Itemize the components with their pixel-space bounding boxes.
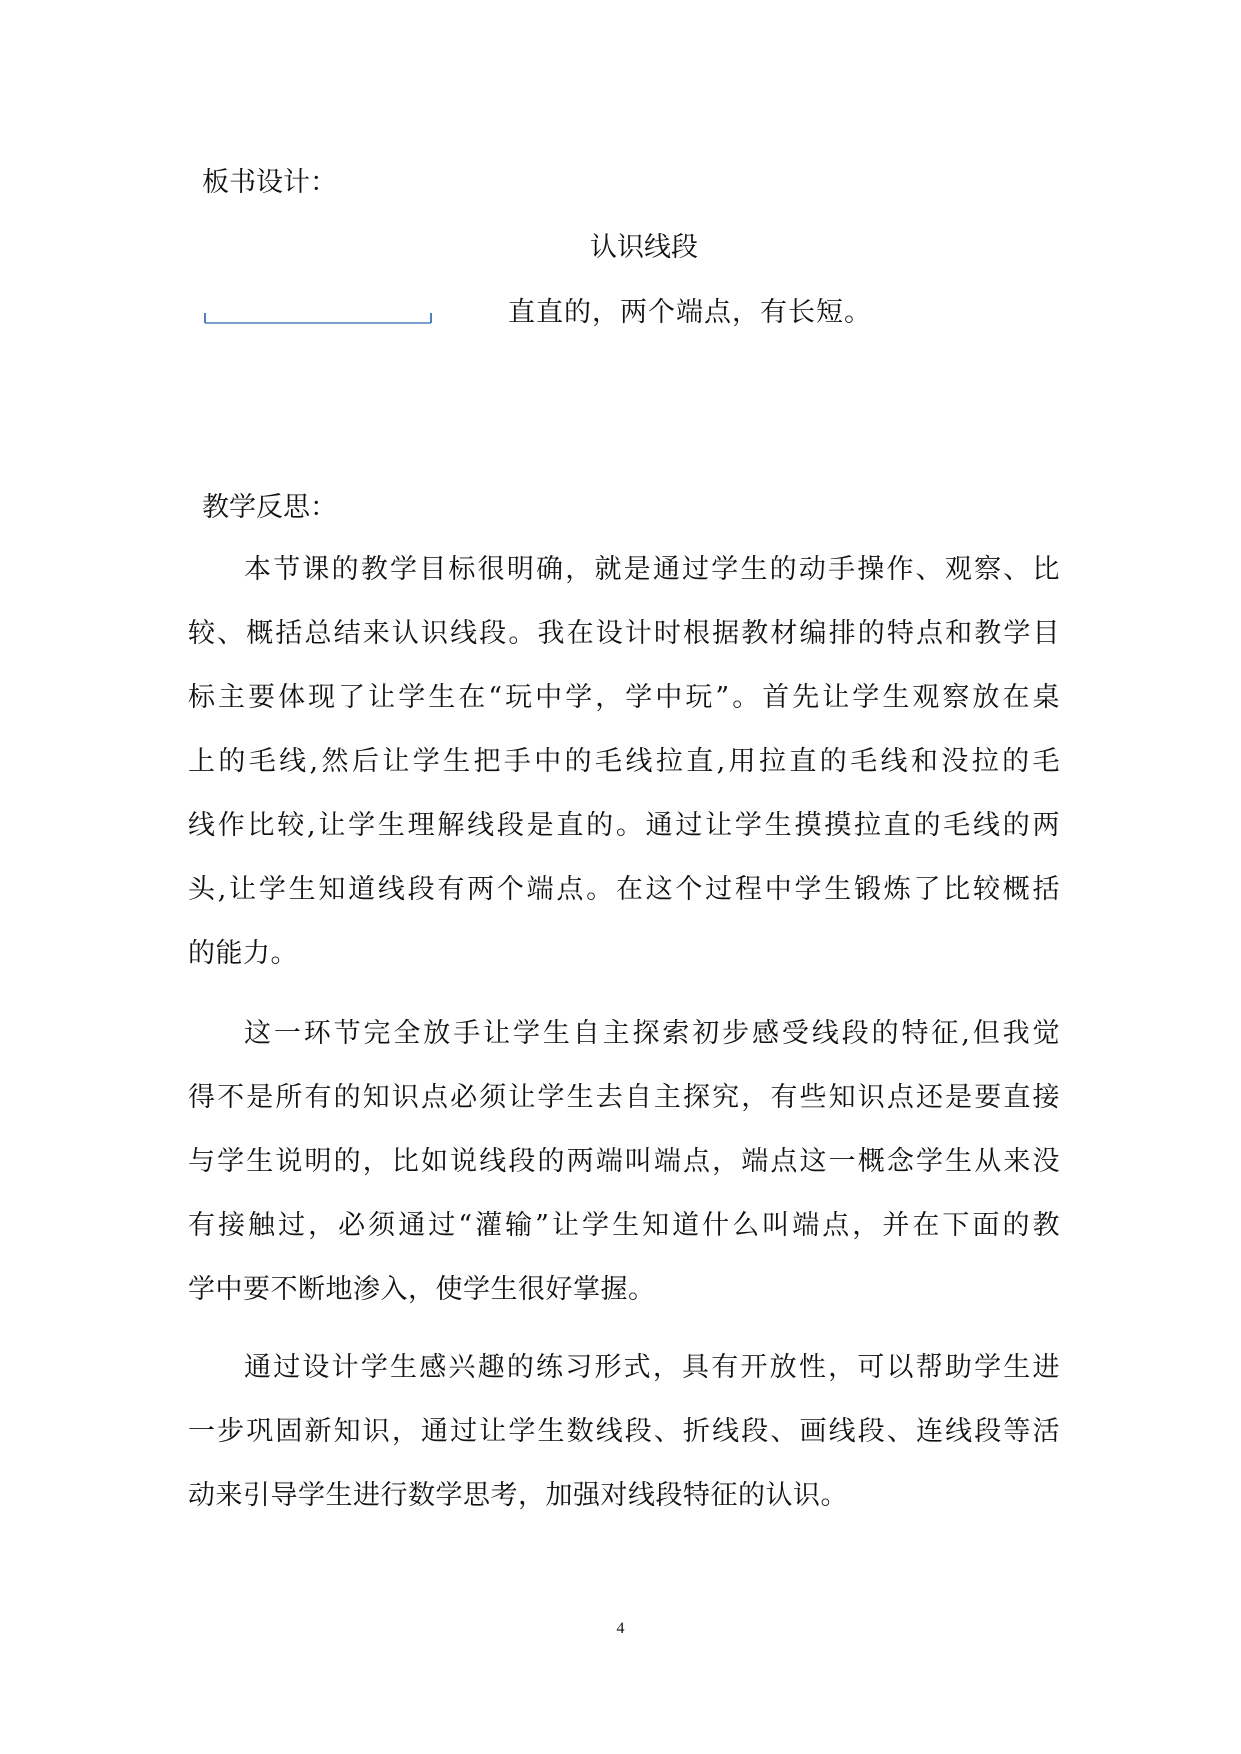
paragraph-line: 一步巩固新知识，通过让学生数线段、折线段、画线段、连线段等活 (188, 1416, 1060, 1447)
paragraph-line: 得不是所有的知识点必须让学生去自主探究，有些知识点还是要直接 (188, 1082, 1060, 1113)
paragraph-line: 有接触过，必须通过“灌输”让学生知道什么叫端点，并在下面的教 (188, 1210, 1060, 1241)
board-description: 直直的，两个端点，有长短。 (508, 297, 872, 328)
reflection-body (188, 0, 1060, 1754)
paragraph-line: 通过设计学生感兴趣的练习形式，具有开放性，可以帮助学生进 (244, 1352, 1060, 1383)
paragraph-line: 的能力。 (188, 938, 298, 969)
paragraph-line: 上的毛线,然后让学生把手中的毛线拉直,用拉直的毛线和没拉的毛 (188, 746, 1060, 777)
paragraph-line: 头,让学生知道线段有两个端点。在这个过程中学生锻炼了比较概括 (188, 874, 1060, 905)
page-number: 4 (616, 1620, 625, 1637)
paragraph-line: 标主要体现了让学生在“玩中学，学中玩”。首先让学生观察放在桌 (188, 682, 1060, 713)
paragraph-line: 与学生说明的，比如说线段的两端叫端点，端点这一概念学生从来没 (188, 1146, 1060, 1177)
paragraph-line: 这一环节完全放手让学生自主探索初步感受线段的特征,但我觉 (244, 1018, 1060, 1049)
board-design-heading: 板书设计： (202, 167, 337, 198)
board-title: 认识线段 (590, 232, 698, 263)
reflection-paragraph-3 (188, 1336, 1060, 1528)
paragraph-line: 学中要不断地渗入，使学生很好掌握。 (188, 1274, 656, 1305)
paragraph-line: 线作比较,让学生理解线段是直的。通过让学生摸摸拉直的毛线的两 (188, 810, 1060, 841)
paragraph-line: 较、概括总结来认识线段。我在设计时根据教材编排的特点和教学目 (188, 618, 1060, 649)
teaching-reflection-heading: 教学反思： (202, 492, 337, 523)
paragraph-line: 本节课的教学目标很明确，就是通过学生的动手操作、观察、比 (244, 554, 1060, 585)
reflection-paragraph-2 (188, 1002, 1060, 1322)
paragraph-line: 动来引导学生进行数学思考，加强对线段特征的认识。 (188, 1480, 848, 1511)
reflection-paragraph-1 (188, 538, 1060, 986)
